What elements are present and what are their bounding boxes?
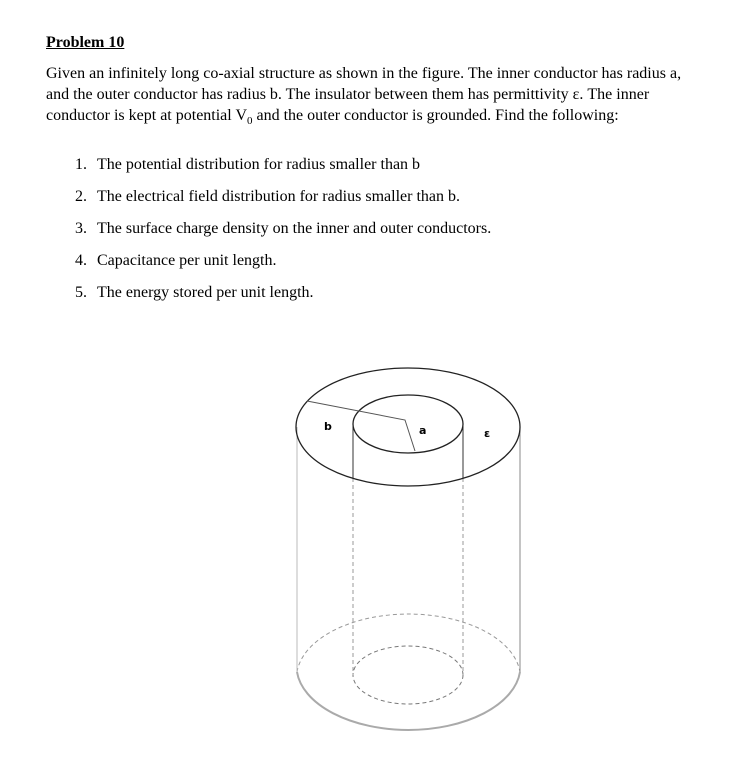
item-text: The surface charge density on the inner and outer conductors. <box>97 220 492 237</box>
item-text: Capacitance per unit length. <box>97 252 277 269</box>
item-number: 2. <box>75 188 87 205</box>
statement-part: Given an infinitely long co-axial structure as shown in the figure. The inner conductor has radius a, and the outer conductor has radius b. The insulator between them has permittivity ε. The inner conductor is kept at potential V <box>46 65 682 124</box>
item-number: 1. <box>75 156 87 173</box>
bottom-outer-front <box>297 672 520 730</box>
item-text: The energy stored per unit length. <box>97 284 314 301</box>
statement-part: and the outer conductor is grounded. Find the following: <box>252 107 619 124</box>
subscript-zero: 0 <box>247 115 253 128</box>
item-text: The electrical field distribution for radius smaller than b. <box>97 188 460 205</box>
item-number: 3. <box>75 220 87 237</box>
problem-title: Problem 10 <box>46 34 125 51</box>
label-a: a <box>419 424 427 437</box>
item-number: 5. <box>75 284 87 301</box>
label-b: b <box>324 420 332 433</box>
item-number: 4. <box>75 252 87 269</box>
bottom-outer-back-dashed <box>297 614 520 672</box>
label-epsilon: ε <box>484 427 491 440</box>
item-text: The potential distribution for radius smaller than b <box>97 156 421 173</box>
bottom-inner-dashed <box>353 646 463 704</box>
top-inner-ellipse <box>353 395 463 453</box>
